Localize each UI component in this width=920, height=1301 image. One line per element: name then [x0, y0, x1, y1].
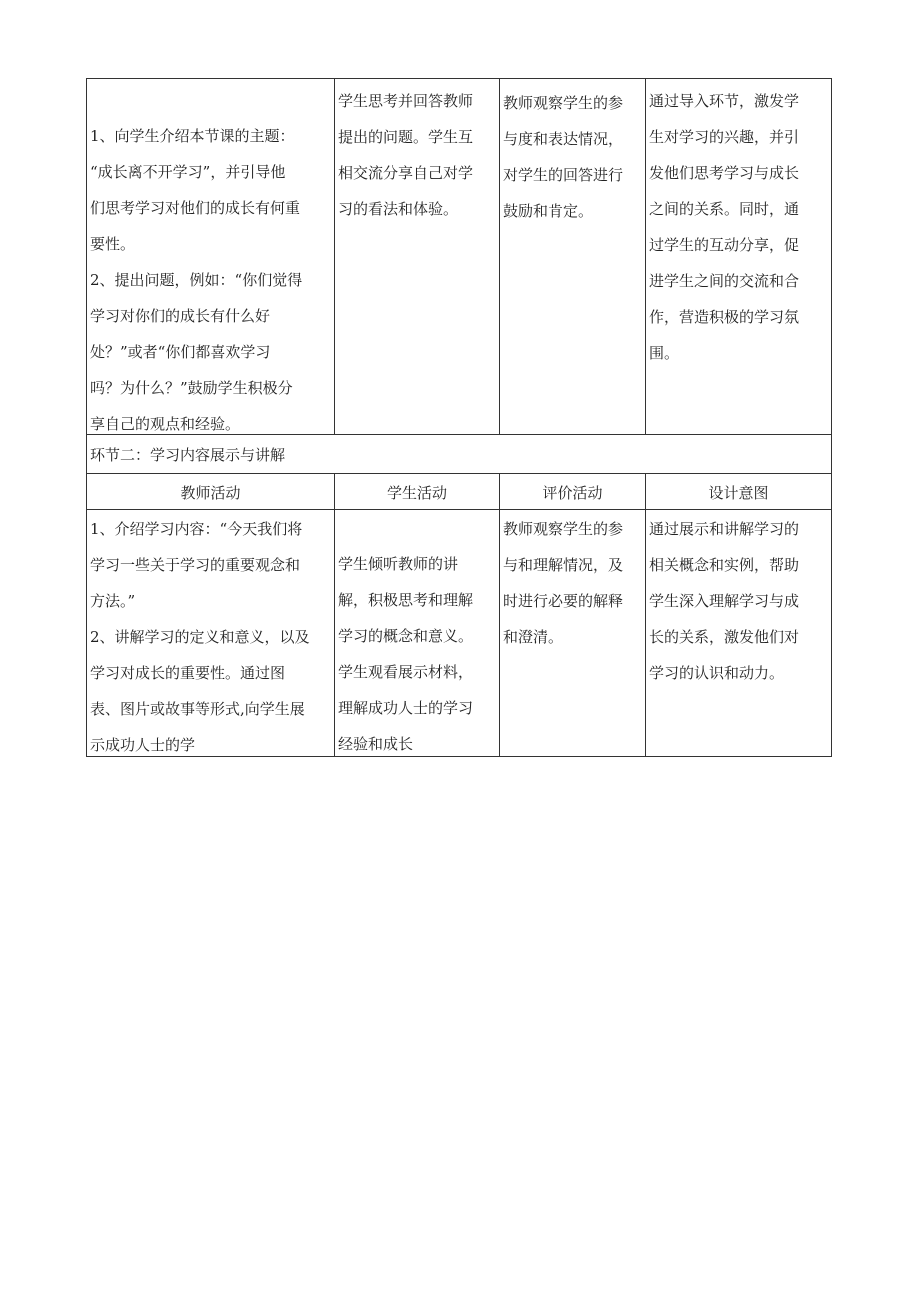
- table-border-bottom: [86, 756, 832, 757]
- header-design-intent: 设计意图: [708, 484, 769, 502]
- row1-teacher-activity: 1、向学生介绍本节课的主题： “成长离不开学习”，并引导他 们思考学习对他们的成长有何重 要性。 2、提出问题，例如：“你们觉得 学习对你们的成长有什么好 处？”或者“你们都喜欢学习 吗？为什么？”鼓励学生积极分 享自己的观点和经验。: [90, 127, 303, 432]
- row2-evaluation-activity: 教师观察学生的参 与和理解情况，及 时进行必要的解释 和澄清。: [503, 520, 624, 646]
- header-teacher-activity: 教师活动: [180, 484, 241, 502]
- row2-student-activity: 学生倾听教师的讲 解，积极思考和理解 学习的概念和意义。 学生观看展示材料， 理解成功人士的学习 经验和成长: [338, 555, 474, 753]
- table-rule-section: [86, 434, 832, 435]
- section2-title: 环节二：学习内容展示与讲解: [90, 446, 286, 464]
- row2-design-intent: 通过展示和讲解学习的 相关概念和实例，帮助 学生深入理解学习与成 长的关系，激发他们对 学习的认识和动力。: [649, 520, 800, 682]
- table-border-right: [831, 78, 832, 757]
- row2-teacher-activity: 1、介绍学习内容：“今天我们将 学习一些关于学习的重要观念和 方法。” 2、讲解学习的定义和意义，以及 学习对成长的重要性。通过图 表、图片或故事等形式,向学生展 示成功人士的学: [90, 520, 310, 754]
- row1-design-intent: 通过导入环节，激发学 生对学习的兴趣，并引 发他们思考学习与成长 之间的关系。同时，通 过学生的互动分享，促 进学生之间的交流和合 作，营造积极的学习氛 围。: [649, 92, 800, 362]
- table-rule-header: [86, 473, 832, 474]
- row1-student-activity: 学生思考并回答教师 提出的问题。学生互 相交流分享自己对学 习的看法和体验。: [338, 92, 474, 218]
- row1-evaluation-activity: 教师观察学生的参 与度和表达情况， 对学生的回答进行 鼓励和肯定。: [503, 94, 624, 220]
- table-rule-header-bottom: [86, 509, 832, 510]
- table-border-top: [86, 78, 832, 79]
- header-student-activity: 学生活动: [386, 484, 447, 502]
- header-evaluation-activity: 评价活动: [542, 484, 603, 502]
